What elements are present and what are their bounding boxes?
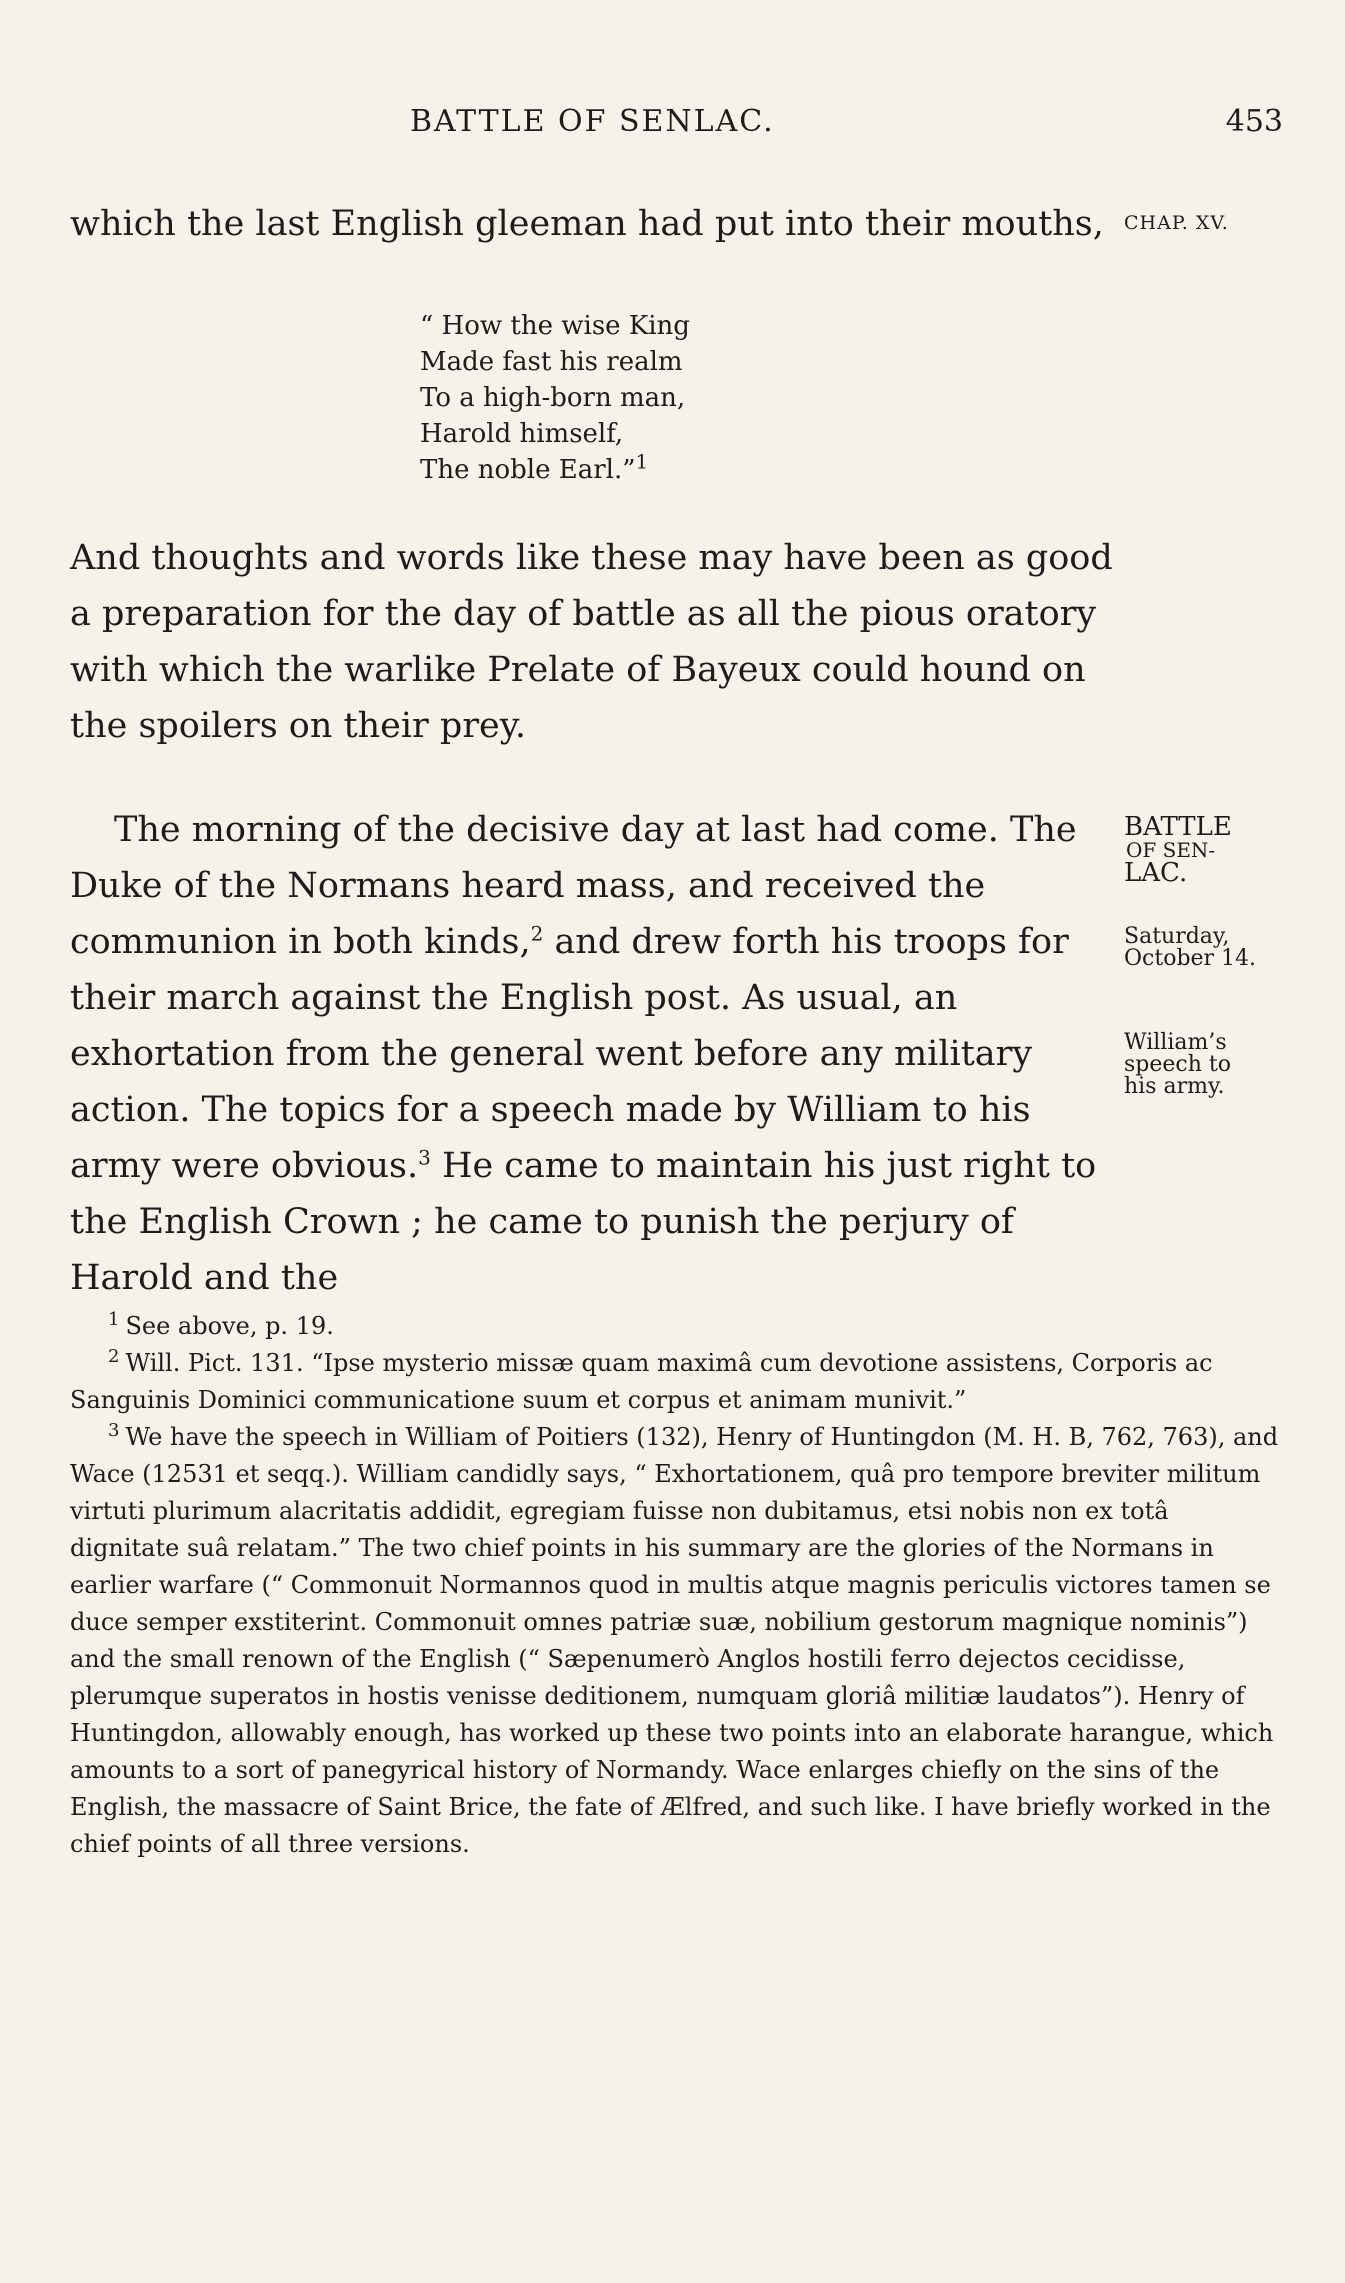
paragraph-3 xyxy=(70,802,1120,1306)
footnote-1-text: See above, p. 19. xyxy=(125,1312,334,1340)
footnote-2-number: 2 xyxy=(108,1346,120,1367)
paragraph-2-text: And thoughts and words like these may have been as good a preparation for the day of battle as all the pious oratory with which the warlike Prelate of Bayeux could hound on the spoilers on their prey. xyxy=(70,538,1113,746)
margin-note-speech-line2: speech to xyxy=(1124,1052,1231,1077)
page-number: 453 xyxy=(1225,104,1283,139)
footnote-ref-2[interactable]: 2 xyxy=(530,921,544,946)
verse-line-2: Made fast his realm xyxy=(420,347,683,377)
footnote-3 xyxy=(70,1419,1280,1863)
verse-quotation xyxy=(420,308,690,488)
footnote-2-text: Will. Pict. 131. “Ipse mysterio missæ quam maximâ cum devotione assistens, Corporis ac Sanguinis Dominici communicatione suum et corpus et animam munivit.” xyxy=(70,1349,1213,1414)
verse-line-1: “ How the wise King xyxy=(420,311,690,341)
paragraph-3-part2: and drew forth his troops for their march against the English post. As usual, an exhortation from the general went before any military action. The topics for a speech made by William to his army were obvious. xyxy=(70,922,1069,1186)
footnote-ref-3[interactable]: 3 xyxy=(418,1145,431,1170)
paragraph-2 xyxy=(70,530,1120,754)
verse-line-3: To a high-born man, xyxy=(420,383,686,413)
footnote-3-number: 3 xyxy=(108,1420,120,1441)
margin-note-battle-line2: OF SEN- xyxy=(1126,838,1216,862)
margin-note-speech-line1: William’s xyxy=(1124,1030,1227,1055)
footnotes xyxy=(70,1308,1280,1863)
margin-note-battle-line3: LAC. xyxy=(1124,858,1188,888)
footnote-1-number: 1 xyxy=(108,1309,120,1330)
margin-note-date-line2: October 14. xyxy=(1124,946,1257,971)
running-title: BATTLE OF SENLAC. xyxy=(410,104,775,139)
paragraph-3-part3: He came to maintain his just right to the English Crown ; he came to punish the perjury of Harold and the xyxy=(70,1146,1097,1298)
margin-note-date-line1: Saturday, xyxy=(1124,924,1230,949)
running-head xyxy=(0,104,1345,144)
margin-note-chapter: CHAP. XV. xyxy=(1124,212,1229,234)
verse-line-4: Harold himself, xyxy=(420,419,624,449)
footnote-2 xyxy=(70,1345,1280,1419)
paragraph-1-text: which the last English gleeman had put into their mouths, xyxy=(70,204,1104,244)
footnote-3-text: We have the speech in William of Poitiers (132), Henry of Huntingdon (M. H. B, 762, 763), and Wace (12531 et seqq.). William candidly says, “ Exhortationem, quâ pro tempore breviter militum virtuti plurimum alacritatis addidit, egregiam fuisse non dubitamus, etsi nobis non ex totâ dignitate suâ relatam.” The two chief points in his summary are the glories of the Normans in earlier warfare (“ Commonuit Normannos quod in multis atque magnis periculis victores tamen se duce semper exstiterint. Commonuit omnes patriæ suæ, nobilium gestorum magnique nominis”) and the small renown of the English (“ Sæpenumerò Anglos hostili ferro dejectos cecidisse, plerumque superatos in hostis venisse deditionem, numquam gloriâ militiæ laudatos”). Henry of Huntingdon, allowably enough, has worked up these two points into an elaborate harangue, which amounts to a sort of panegyrical history of Normandy. Wace enlarges chiefly on the sins of the English, the massacre of Saint Brice, the fate of Ælfred, and such like. I have briefly worked in the chief points of all three versions. xyxy=(70,1423,1279,1858)
footnote-ref-1[interactable]: 1 xyxy=(635,449,649,474)
footnote-1 xyxy=(70,1308,1280,1345)
margin-note-date xyxy=(1124,926,1324,970)
margin-note-speech-line3: his army. xyxy=(1124,1074,1225,1099)
margin-note-battle-line1: BATTLE xyxy=(1124,812,1232,842)
paragraph-3-part1: The morning of the decisive day at last had come. The Duke of the Normans heard mass, and received the communion in both kinds, xyxy=(70,810,1077,962)
paragraph-1 xyxy=(70,196,1120,252)
verse-line-5: The noble Earl.” xyxy=(420,455,636,485)
verse-line-5-wrap xyxy=(420,449,690,488)
margin-note-speech xyxy=(1124,1032,1324,1098)
margin-note-battle xyxy=(1124,814,1324,886)
